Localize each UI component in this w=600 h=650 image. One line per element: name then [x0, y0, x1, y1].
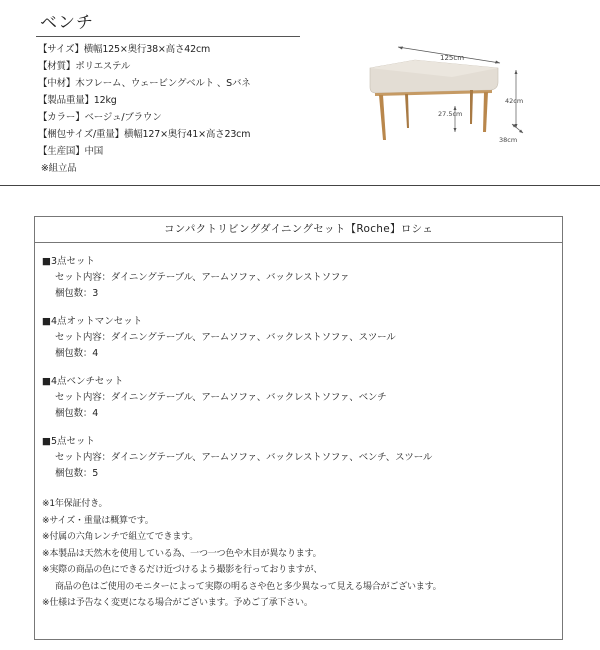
set-item [42, 374, 562, 422]
title-underline [36, 36, 300, 37]
set-title: ■3点セット [42, 256, 96, 267]
note-spec-change: ※仕様は予告なく変更になる場合がございます。予めご了承下さい。 [42, 598, 313, 608]
set-package-count: 梱包数：4 [55, 408, 99, 419]
seat-height-label: 27.5cm [438, 110, 463, 118]
note-color-photo: ※実際の商品の色にできるだけ近づけるよう撮影を行っておりますが、 [42, 565, 323, 575]
spec-color: 【カラー】ベージュ/ブラウン [38, 112, 162, 123]
set-contents: セット内容：ダイニングテーブル、アームソファ、バックレストソファ、ベンチ [55, 392, 387, 403]
set-package-count: 梱包数：3 [55, 288, 99, 299]
section-divider [0, 185, 600, 186]
set-contents: セット内容：ダイニングテーブル、アームソファ、バックレストソファ [55, 272, 350, 283]
set-item [42, 434, 562, 482]
notes-list [42, 496, 562, 612]
set-package-count: 梱包数：4 [55, 348, 99, 359]
bench-leg [483, 92, 488, 132]
set-contents: セット内容：ダイニングテーブル、アームソファ、バックレストソファ、スツール [55, 332, 396, 343]
spec-package: 【梱包サイズ/重量】横幅127×奥行41×高さ23cm [38, 129, 251, 140]
bench-leg [405, 94, 409, 128]
depth-label: 38cm [499, 136, 518, 144]
spec-filling: 【中材】木フレーム、ウェービングベルト 、Sバネ [38, 78, 251, 89]
set-info-box [34, 216, 563, 640]
spec-material: 【材質】ポリエステル [38, 61, 131, 72]
bench-leg [470, 90, 473, 124]
spec-size: 【サイズ】横幅125×奥行38×高さ42cm [38, 44, 211, 55]
spec-assembly-note: ※組立品 [38, 163, 77, 174]
page-title: ベンチ [40, 13, 94, 33]
bench-leg [379, 95, 386, 140]
set-package-count: 梱包数：5 [55, 468, 99, 479]
note-warranty: ※1年保証付き。 [42, 499, 108, 509]
note-monitor-difference: 商品の色はご使用のモニターによって実際の明るさや色と多少異なって見える場合がございます。 [55, 581, 442, 592]
spec-weight: 【製品重量】12kg [38, 95, 117, 106]
set-contents: セット内容：ダイニングテーブル、アームソファ、バックレストソファ、ベンチ、スツール [55, 452, 433, 463]
set-info-header: コンパクトリビングダイニングセット【Roche】ロシェ [35, 217, 562, 243]
bench-dimension-diagram [360, 40, 540, 150]
set-item [42, 314, 562, 362]
set-title: ■4点オットマンセット [42, 316, 143, 327]
spec-list [38, 41, 251, 177]
note-approximate: ※サイズ・重量は概算です。 [42, 515, 154, 526]
height-label: 42cm [505, 97, 524, 105]
set-item [42, 254, 562, 302]
note-hex-wrench: ※付属の六角レンチで組立てできます。 [42, 532, 198, 542]
width-label: 125cm [440, 54, 465, 62]
set-title: ■5点セット [42, 436, 96, 447]
note-natural-wood: ※本製品は天然木を使用している為、一つ一つ色や木目が異なります。 [42, 548, 322, 559]
spec-origin: 【生産国】中国 [38, 146, 104, 157]
set-title: ■4点ベンチセット [42, 376, 124, 387]
